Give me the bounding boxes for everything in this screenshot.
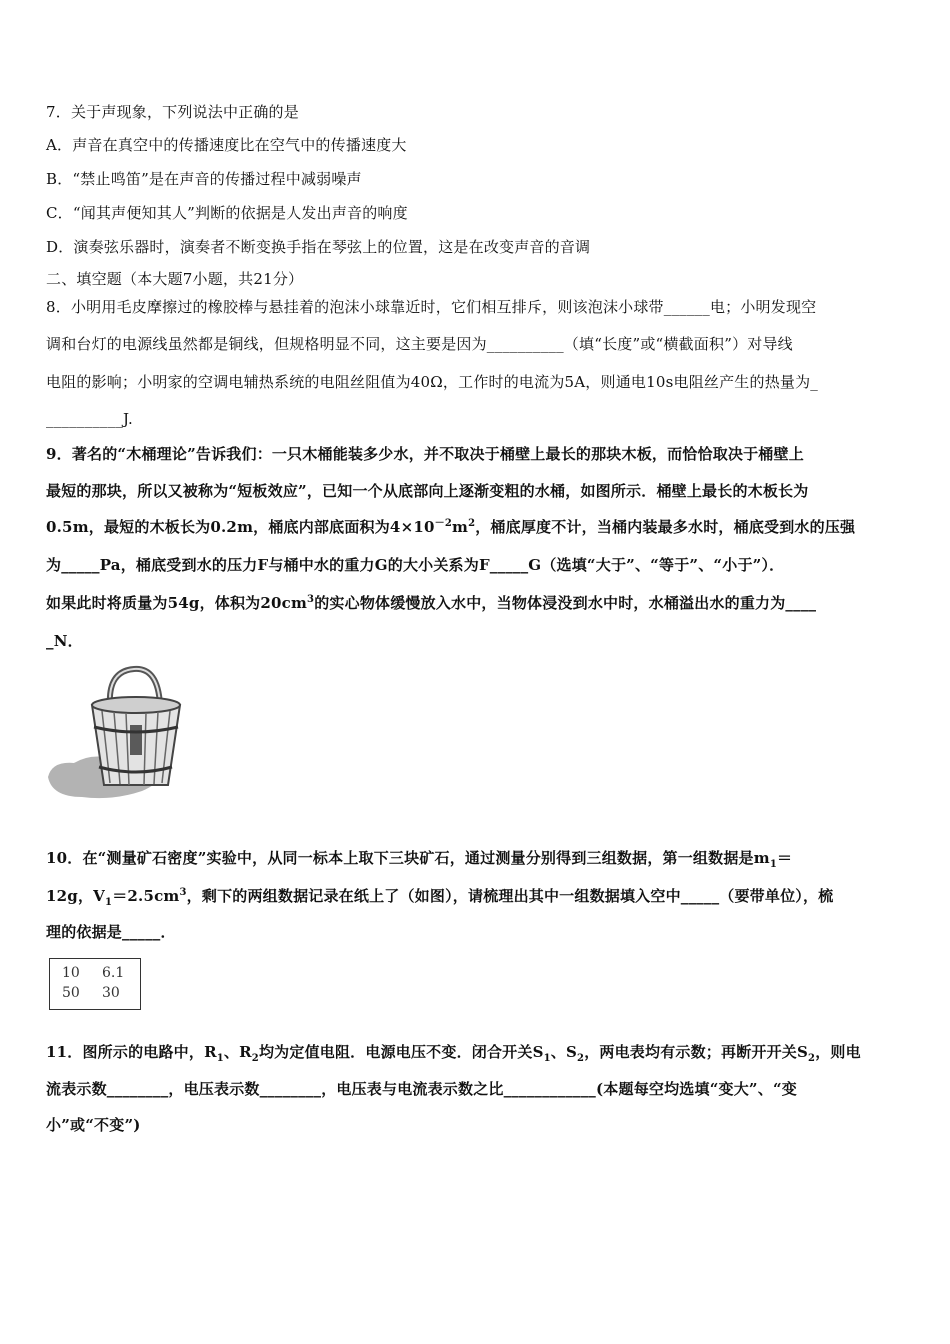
- section2-title: 二、填空题（本大题7小题，共21分）: [46, 270, 304, 288]
- wooden-bucket-figure: [46, 665, 186, 805]
- table-cell: 50: [62, 985, 80, 1001]
- q10-line-2-pre: 12g，V: [46, 887, 106, 905]
- q7-option-d: D．演奏弦乐器时，演奏者不断变换手指在琴弦上的位置，这是在改变声音的音调: [46, 238, 591, 256]
- q11-c: 均为定值电阻．电源电压不变．闭合开关S: [258, 1043, 544, 1061]
- q10-line-2-mid: ＝2.5cm: [112, 887, 180, 905]
- q10-m1-subscript: 1: [769, 859, 777, 870]
- q10-line-1-pre: 10．在“测量矿石密度”实验中，从同一标本上取下三块矿石，通过测量分别得到三组数据，第一组数据是m: [46, 849, 770, 867]
- q10-cm3-exponent: 3: [179, 887, 187, 898]
- q9-line-3-mid: m: [451, 518, 469, 536]
- table-cell: 10: [62, 965, 80, 981]
- table-cell: 6.1: [102, 965, 125, 981]
- q11-line-1: [46, 1042, 861, 1062]
- q11-s2b-subscript: 2: [808, 1053, 816, 1064]
- q10-line-3: 理的依据是_____．: [46, 923, 176, 941]
- q11-b: 、R: [223, 1043, 252, 1061]
- q7-option-c: C．“闻其声便知其人”判断的依据是人发出声音的响度: [46, 204, 408, 222]
- q11-a: 11．图所示的电路中，R: [46, 1043, 217, 1061]
- q10-line-2: [46, 886, 833, 906]
- q11-r2-subscript: 2: [251, 1053, 259, 1064]
- q9-line-4: 为_____Pa，桶底受到水的压力F与桶中水的重力G的大小关系为F_____G（选填“大于”、“等于”、“小于”）．: [46, 556, 785, 574]
- q10-line-1-post: ＝: [776, 849, 793, 867]
- q11-e: ，两电表均有示数；再断开开关S: [584, 1043, 809, 1061]
- q11-r1-subscript: 1: [216, 1053, 224, 1064]
- q10-line-1: [46, 848, 792, 868]
- q10-line-2-post: ，剩下的两组数据记录在纸上了（如图），请梳理出其中一组数据填入空中_____（要带单位），梳: [186, 887, 834, 905]
- data-note-table: [49, 958, 141, 1010]
- q8-line-4: __________J.: [46, 410, 134, 428]
- q7-option-b: B．“禁止鸣笛”是在声音的传播过程中减弱噪声: [46, 170, 362, 188]
- q9-cm3-exponent: 3: [307, 594, 315, 605]
- q11-line-3: 小”或“不变”): [46, 1116, 141, 1134]
- q10-v1-subscript: 1: [105, 897, 113, 908]
- bucket-illustration: [46, 665, 186, 805]
- q9-line-5: [46, 593, 816, 613]
- q11-d: 、S: [550, 1043, 578, 1061]
- table-cell: 30: [102, 985, 120, 1001]
- q8-line-3: 电阻的影响；小明家的空调电辅热系统的电阻丝阻值为40Ω，工作时的电流为5A，则通电10s电阻丝产生的热量为_: [46, 373, 818, 391]
- q9-line-5-pre: 如果此时将质量为54g，体积为20cm: [46, 594, 308, 612]
- q9-line-3-pre: 0.5m，最短的木板长为0.2m，桶底内部底面积为4×10: [46, 518, 435, 536]
- q9-line-1: 9．著名的“木桶理论”告诉我们：一只木桶能装多少水，并不取决于桶壁上最长的那块木板，而恰恰取决于桶壁上: [46, 445, 804, 463]
- q11-s2-subscript: 2: [577, 1053, 585, 1064]
- q11-f: ，则电: [815, 1043, 861, 1061]
- q7-stem: 7．关于声现象，下列说法中正确的是: [46, 103, 299, 121]
- q9-exponent-2: 2: [468, 518, 476, 529]
- q11-s1-subscript: 1: [543, 1053, 551, 1064]
- q9-exponent: －2: [434, 518, 452, 529]
- q7-option-a: A．声音在真空中的传播速度比在空气中的传播速度大: [46, 136, 407, 154]
- q9-line-3: [46, 517, 855, 537]
- q9-line-3-post: ，桶底厚度不计，当桶内装最多水时，桶底受到水的压强: [475, 518, 856, 536]
- q11-line-2: 流表示数________，电压表示数________，电压表与电流表示数之比____________(本题每空均选填“变大”、“变: [46, 1080, 797, 1098]
- q9-line-2: 最短的那块，所以又被称为“短板效应”，已知一个从底部向上逐渐变粗的水桶，如图所示．桶壁上最长的木板长为: [46, 482, 809, 500]
- q9-line-6: _N．: [46, 632, 83, 650]
- q9-line-5-post: 的实心物体缓慢放入水中，当物体浸没到水中时，水桶溢出水的重力为____: [314, 594, 817, 612]
- q8-line-2: 调和台灯的电源线虽然都是铜线，但规格明显不同，这主要是因为__________（填“长度”或“横截面积”）对导线: [46, 335, 793, 353]
- q8-line-1: 8．小明用毛皮摩擦过的橡胶棒与悬挂着的泡沫小球靠近时，它们相互排斥，则该泡沫小球带______电；小明发现空: [46, 298, 817, 316]
